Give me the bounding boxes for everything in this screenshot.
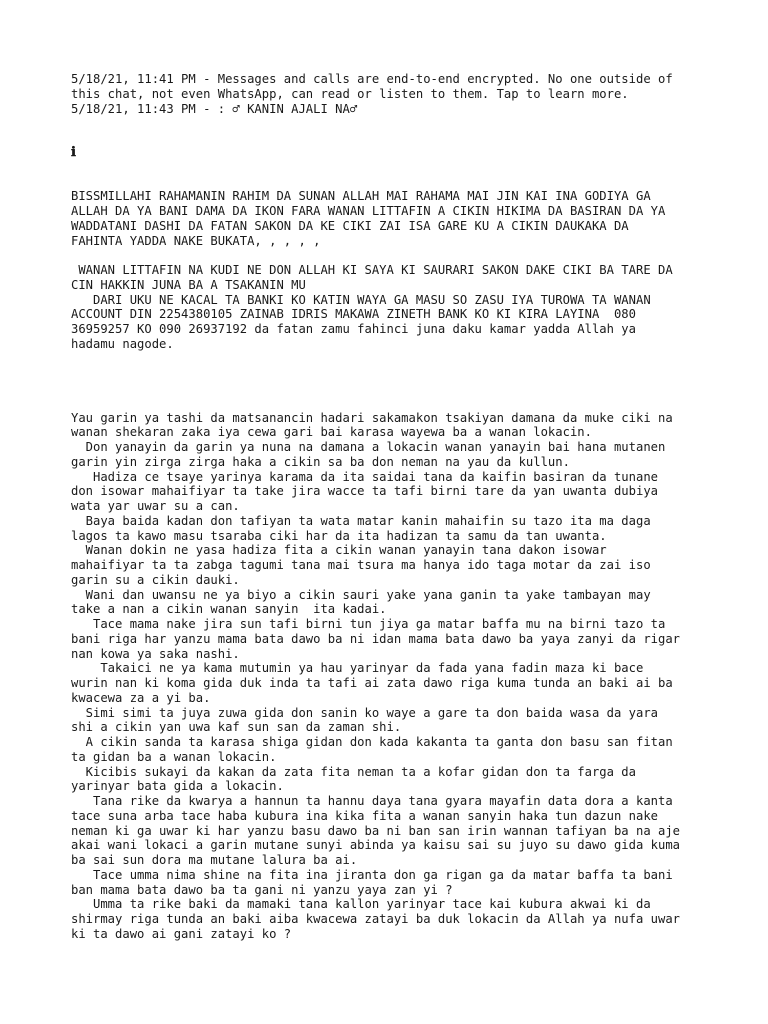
story-line: wanan shekaran zaka iya cewa gari bai karasa wayewa ba a wanan lokacin. [71,425,592,440]
story-line: Takaici ne ya kama mutumin ya hau yarinyar da fada yana fadin maza ki bace [71,661,644,676]
story-line: mahaifiyar ta ta zabga tagumi tana mai tsura ma hanya ido taga motar da zai iso [71,558,651,572]
story-line: Don yanayin da garin ya nuna na damana a lokacin wanan yanayin bai hana mutanen [71,440,666,454]
text-line: BISSMILLAHI RAHAMANIN RAHIM DA SUNAN ALLAH MAI RAHAMA MAI JIN KAI INA GODIYA GA [71,189,651,204]
story-line: shirmay riga tunda an baki aiba kwacewa zatayi ba duk lokacin da Allah ya nufa uwar [71,912,681,926]
intro-paragraph-1 [71,189,701,248]
story-line: A cikin sanda ta karasa shiga gidan don kada kakanta ta ganta don basu san fitan [71,735,673,749]
story-line: wurin nan ki koma gida duk inda ta tafi ai zata dawo riga kuma tunda an baki ai ba [71,676,673,690]
info-icon: ℹ [71,145,76,161]
text-line: 36959257 KO 090 26937192 da fatan zamu fahinci juna daku kamar yadda Allah ya [71,322,636,336]
text-line: WADDATANI DASHI DA FATAN SAKON DA KE CIKI ZAI ISA GARE KU A CIKIN DAUKAKA DA [71,218,629,233]
story-line: take a nan a cikin wanan sanyin ita kadai. [71,602,387,617]
story-line: Tana rike da kwarya a hannun ta hannu daya tana gyara mayafin data dora a kanta [71,794,673,808]
story-line: lagos ta kawo masu tsaraba ciki har da ita hadizan ta samu da tan uwanta. [71,528,607,543]
text-line: CIN HAKKIN JUNA BA A TSAKANIN MU [71,277,306,292]
story-line: neman ki ga uwar ki har yanzu basu dawo ba ni ban san irin wannan tafiyan ba na aje [71,823,681,838]
header-line: 5/18/21, 11:41 PM - Messages and calls are end-to-end encrypted. No one outside of [71,72,673,86]
story-line: wata yar uwar su a can. [71,499,240,513]
text-line: WANAN LITTAFIN NA KUDI NE DON ALLAH KI SAYA KI SAURARI SAKON DAKE CIKI BA TARE DA [71,263,673,277]
story-line: Wanan dokin ne yasa hadiza fita a cikin wanan yanayin tana dakon isowar [71,543,607,558]
story-line: Yau garin ya tashi da matsanancin hadari sakamakon tsakiyan damana da muke ciki na [71,410,673,425]
story-line: Tace umma nima shine na fita ina jiranta don ga rigan ga da matar baffa ta bani [71,867,673,882]
intro-paragraph-2 [71,263,701,352]
story-line: yarinyar bata gida a lokacin. [71,779,284,794]
story-line: ba sai sun dora ma mutane lalura ba ai. [71,853,358,867]
story-line: Simi simi ta juya zuwa gida don sanin ko waye a gare ta don baida wasa da yara [71,705,658,720]
story-line: Wani dan uwansu ne ya biyo a cikin sauri yake yana ganin ta yake tambayan may [71,587,651,602]
story-line: ki ta dawo ai gani zatayi ko ? [71,926,292,941]
story-line: Kicibis sukayi da kakan da zata fita neman ta a kofar gidan don ta farga da [71,764,636,779]
story-line: garin yin zirga zirga haka a cikin sa ba don neman na yau da kullun. [71,454,570,469]
story-line: Hadiza ce tsaye yarinya karama da ita saidai tana da kaifin basiran da tunane [71,469,658,484]
chat-export-header [71,72,701,116]
story-line: kwacewa za a yi ba. [71,690,211,705]
document-page [71,72,701,942]
story-line: ban mama bata dawo ba ta gani ni yanzu yaya zan yi ? [71,882,453,897]
story-body [71,411,701,942]
story-line: Umma ta rike baki da mamaki tana kallon yarinyar tace kai kubura akwai ki da [71,897,651,912]
story-line: ta gidan ba a wanan lokacin. [71,749,277,764]
text-line: ACCOUNT DIN 2254380105 ZAINAB IDRIS MAKAWA ZINETH BANK KO KI KIRA LAYINA 080 [71,307,636,322]
text-line: ALLAH DA YA BANI DAMA DA IKON FARA WANAN LITTAFIN A CIKIN HIKIMA DA BASIRAN DA YA [71,204,666,218]
header-line: 5/18/21, 11:43 PM - : ♂ KANIN AJALI NA♂ [71,101,358,116]
text-line: FAHINTA YADDA NAKE BUKATA, , , , , [71,233,321,248]
story-line: akai wani lokaci a garin mutane sunyi abinda ya kaisu sai su juyo su dawo gida kuma [71,838,681,853]
story-line: tace suna arba tace haba kubura ina kika fita a wanan sanyin haka tun dazun nake [71,808,658,823]
story-line: bani riga har yanzu mama bata dawo ba ni idan mama bata dawo ba yaya zanyi da rigar [71,631,681,646]
story-line: Tace mama nake jira sun tafi birni tun jiya ga matar baffa mu na birni tazo ta [71,617,666,631]
text-line: hadamu nagode. [71,336,174,351]
story-line: nan kowa ya saka nashi. [71,646,240,661]
story-line: Baya baida kadan don tafiyan ta wata matar kanin mahaifin su tazo ita ma daga [71,513,651,528]
story-line: shi a cikin yan uwa kaf sun san da zaman shi. [71,720,402,735]
story-line: garin su a cikin dauki. [71,572,240,587]
text-line: DARI UKU NE KACAL TA BANKI KO KATIN WAYA GA MASU SO ZASU IYA TUROWA TA WANAN [71,292,651,307]
story-line: don isowar mahaifiyar ta take jira wacce ta tafi birni tare da yan uwanta dubiya [71,484,658,499]
header-line: this chat, not even WhatsApp, can read or listen to them. Tap to learn more. [71,86,629,101]
